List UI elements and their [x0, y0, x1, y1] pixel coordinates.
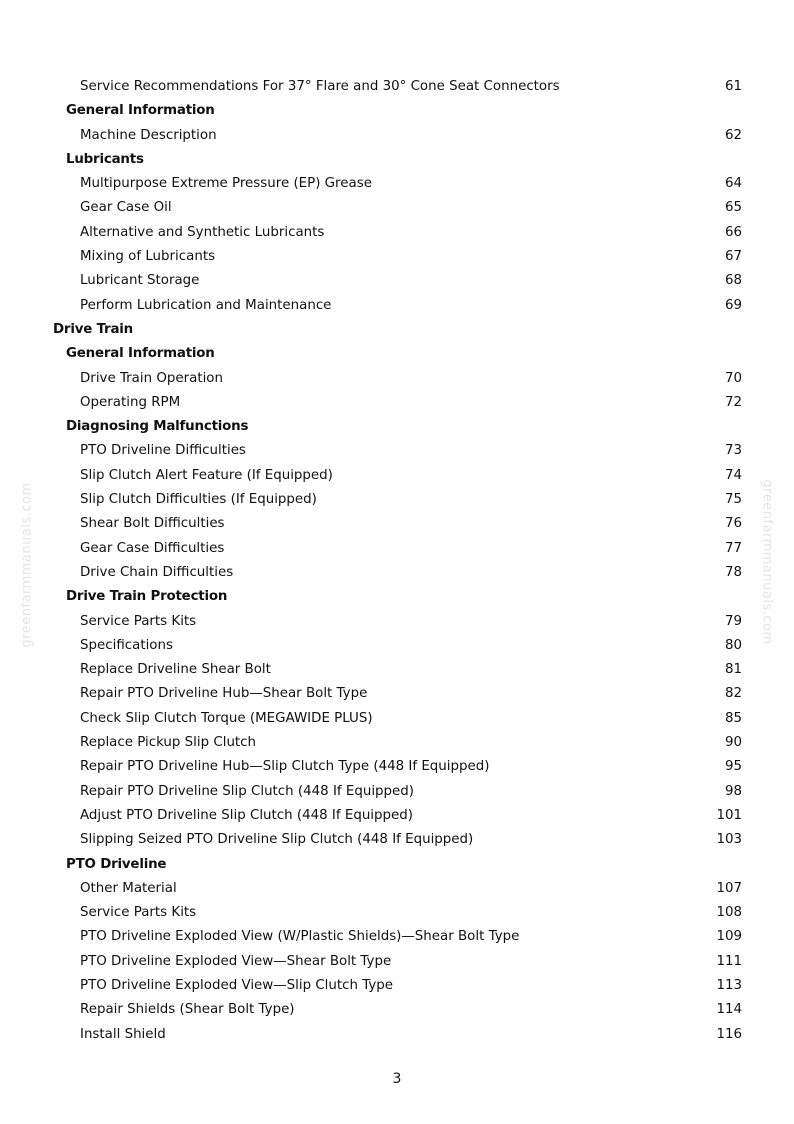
toc-entry[interactable] — [0, 294, 794, 318]
toc-entry-title: Drive Chain Difficulties — [80, 564, 234, 580]
toc-entry-title: Check Slip Clutch Torque (MEGAWIDE PLUS) — [80, 710, 373, 726]
toc-entry[interactable] — [0, 731, 794, 755]
toc-entry-page: 75 — [724, 492, 742, 508]
toc-entry[interactable] — [0, 439, 794, 463]
toc-section-heading — [0, 99, 794, 123]
toc-entry-page: 66 — [724, 224, 742, 240]
toc-entry-page: 72 — [724, 394, 742, 410]
toc-entry-title: Slipping Seized PTO Driveline Slip Clutch (448 If Equipped) — [80, 832, 474, 848]
toc-entry[interactable] — [0, 828, 794, 852]
watermark-right: greenfarmmanuals.com — [759, 479, 775, 645]
toc-entry-title: Replace Pickup Slip Clutch — [80, 735, 257, 751]
toc-entry[interactable] — [0, 367, 794, 391]
toc-entry-title: Diagnosing Malfunctions — [66, 419, 249, 435]
toc-entry[interactable] — [0, 269, 794, 293]
toc-entry-page: 73 — [724, 443, 742, 459]
toc-entry-page: 76 — [724, 516, 742, 532]
toc-section-heading — [0, 342, 794, 366]
toc-entry-page: 65 — [724, 200, 742, 216]
toc-entry-title: Install Shield — [80, 1026, 166, 1042]
toc-entry[interactable] — [0, 780, 794, 804]
toc-entry-title: Lubricants — [66, 151, 144, 167]
toc-section-heading — [0, 585, 794, 609]
toc-entry[interactable] — [0, 634, 794, 658]
toc-entry[interactable] — [0, 561, 794, 585]
toc-entry-title: Service Parts Kits — [80, 613, 197, 629]
toc-entry-title: Service Parts Kits — [80, 905, 197, 921]
toc-entry-page: 68 — [724, 273, 742, 289]
toc-entry-page: 114 — [716, 1002, 742, 1018]
toc-entry-title: PTO Driveline Exploded View (W/Plastic Shields)—Shear Bolt Type — [80, 929, 520, 945]
toc-entry-title: PTO Driveline Difficulties — [80, 443, 246, 459]
toc-entry-title: Specifications — [80, 637, 173, 653]
toc-entry-title: Service Recommendations For 37° Flare and 30° Cone Seat Connectors — [80, 79, 560, 94]
toc-entry-title: PTO Driveline Exploded View—Shear Bolt Type — [80, 953, 392, 969]
toc-entry-page: 62 — [724, 127, 742, 143]
toc-section-heading — [0, 318, 794, 342]
toc-entry[interactable] — [0, 537, 794, 561]
toc-entry-title: Repair PTO Driveline Hub—Shear Bolt Type — [80, 686, 368, 702]
toc-entry-title: Machine Description — [80, 127, 217, 143]
toc-entry-page: 109 — [716, 929, 742, 945]
toc-entry-page: 95 — [724, 759, 742, 775]
toc-entry-title: Slip Clutch Difficulties (If Equipped) — [80, 492, 317, 508]
toc-entry-page: 81 — [724, 662, 742, 678]
toc-entry-page: 79 — [724, 613, 742, 629]
toc-entry-title: Repair Shields (Shear Bolt Type) — [80, 1002, 295, 1018]
toc-entry-title: Multipurpose Extreme Pressure (EP) Grease — [80, 176, 372, 192]
toc-entry-title: Gear Case Difficulties — [80, 540, 225, 556]
toc-section-heading — [0, 853, 794, 877]
toc-entry-page: 82 — [724, 686, 742, 702]
toc-entry-title: Slip Clutch Alert Feature (If Equipped) — [80, 467, 333, 483]
watermark-left: greenfarmmanuals.com — [19, 482, 35, 648]
toc-entry[interactable] — [0, 998, 794, 1022]
toc-entry[interactable] — [0, 245, 794, 269]
toc-entry-page: 98 — [724, 783, 742, 799]
toc-entry-page: 113 — [716, 977, 742, 993]
toc-entry-title: Mixing of Lubricants — [80, 249, 216, 265]
toc-entry[interactable] — [0, 488, 794, 512]
toc-entry[interactable] — [0, 1023, 794, 1047]
toc-entry-title: Shear Bolt Difficulties — [80, 516, 225, 532]
toc-entry[interactable] — [0, 124, 794, 148]
toc-entry-title: Drive Train Protection — [66, 589, 228, 605]
toc-entry-title: Gear Case Oil — [80, 200, 172, 216]
toc-entry[interactable] — [0, 707, 794, 731]
toc-entry[interactable] — [0, 901, 794, 925]
toc-entry[interactable] — [0, 804, 794, 828]
toc-entry-title: Repair PTO Driveline Hub—Slip Clutch Type (448 If Equipped) — [80, 759, 490, 775]
toc-entry-title: PTO Driveline — [66, 856, 167, 872]
toc-entry[interactable] — [0, 75, 794, 99]
toc-entry-title: Adjust PTO Driveline Slip Clutch (448 If Equipped) — [80, 807, 413, 823]
toc-entry-title: Drive Train Operation — [80, 370, 223, 386]
toc-entry-page: 70 — [724, 370, 742, 386]
toc-entry-page: 107 — [716, 880, 742, 896]
toc-entry-title: Alternative and Synthetic Lubricants — [80, 224, 325, 240]
toc-entry-title: Operating RPM — [80, 394, 181, 410]
toc-entry-page: 101 — [716, 807, 742, 823]
table-of-contents — [0, 75, 794, 1047]
toc-entry[interactable] — [0, 172, 794, 196]
toc-entry[interactable] — [0, 974, 794, 998]
toc-entry[interactable] — [0, 950, 794, 974]
toc-section-heading — [0, 148, 794, 172]
toc-entry-title: Replace Driveline Shear Bolt — [80, 662, 271, 678]
toc-entry-title: Perform Lubrication and Maintenance — [80, 297, 332, 313]
toc-entry-page: 67 — [724, 249, 742, 265]
toc-entry[interactable] — [0, 196, 794, 220]
toc-entry-page: 85 — [724, 710, 742, 726]
toc-entry-title: Lubricant Storage — [80, 273, 200, 289]
toc-entry[interactable] — [0, 682, 794, 706]
toc-entry[interactable] — [0, 391, 794, 415]
toc-entry-page: 78 — [724, 564, 742, 580]
toc-entry-title: PTO Driveline Exploded View—Slip Clutch Type — [80, 977, 393, 993]
toc-entry[interactable] — [0, 658, 794, 682]
page-number: 3 — [392, 1071, 402, 1087]
toc-entry[interactable] — [0, 925, 794, 949]
toc-entry[interactable] — [0, 755, 794, 779]
toc-entry-title: General Information — [66, 103, 215, 119]
toc-entry-title: Repair PTO Driveline Slip Clutch (448 If Equipped) — [80, 783, 415, 799]
toc-entry[interactable] — [0, 877, 794, 901]
toc-entry-page: 61 — [724, 79, 742, 94]
toc-entry-title: Other Material — [80, 880, 177, 896]
toc-entry[interactable] — [0, 512, 794, 536]
toc-entry-page: 108 — [716, 905, 742, 921]
toc-entry[interactable] — [0, 610, 794, 634]
toc-entry-title: General Information — [66, 346, 215, 362]
toc-entry-page: 103 — [716, 832, 742, 848]
toc-entry-title: Drive Train — [53, 321, 134, 337]
toc-entry[interactable] — [0, 221, 794, 245]
toc-entry[interactable] — [0, 464, 794, 488]
toc-entry-page: 116 — [716, 1026, 742, 1042]
toc-entry-page: 64 — [724, 176, 742, 192]
toc-entry-page: 69 — [724, 297, 742, 313]
toc-section-heading — [0, 415, 794, 439]
toc-entry-page: 90 — [724, 735, 742, 751]
toc-entry-page: 80 — [724, 637, 742, 653]
toc-entry-page: 111 — [716, 953, 742, 969]
toc-entry-page: 77 — [724, 540, 742, 556]
toc-entry-page: 74 — [724, 467, 742, 483]
